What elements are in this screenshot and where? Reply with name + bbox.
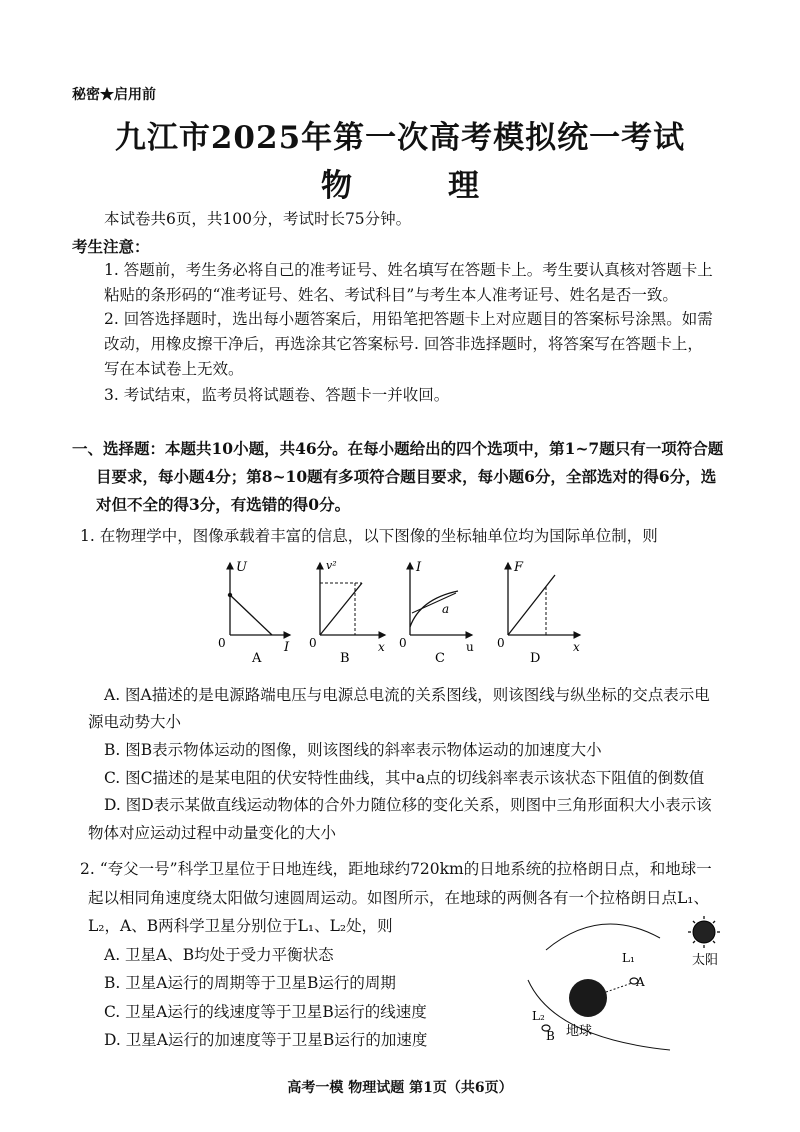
subject-title — [0, 160, 800, 205]
notice-line: 改动，用橡皮擦干净后，再选涂其它答案标号. 回答非选择题时，将答案写在答题卡上， — [104, 335, 703, 353]
graph-c — [399, 560, 474, 666]
l2-label: L₂ — [532, 1009, 545, 1023]
graph-c-origin: 0 — [399, 636, 407, 650]
graph-b-origin: 0 — [309, 636, 317, 650]
notice-line: 2. 回答选择题时，选出每小题答案后，用铅笔把答题卡上对应题目的答案标号涂黑。如需 — [104, 310, 713, 328]
subject-char-2: 理 — [448, 168, 479, 204]
subject-char-1: 物 — [321, 168, 352, 204]
graph-c-ylabel: I — [416, 560, 422, 575]
question-1-option: D. 图D表示某做直线运动物体的合外力随位移的变化关系，则图中三角形面积大小表示该 — [104, 796, 712, 814]
graph-b-ylabel: v² — [326, 559, 337, 572]
graph-b-xlabel: x — [378, 640, 385, 654]
graph-a-origin: 0 — [218, 636, 226, 650]
question-2-option: D. 卫星A运行的加速度等于卫星B运行的加速度 — [104, 1031, 428, 1049]
question-1-option: C. 图C描述的是某电阻的伏安特性曲线，其中a点的切线斜率表示该状态下阻值的倒数值 — [104, 769, 705, 787]
graph-a-caption: A — [252, 651, 262, 666]
notice-line: 写在本试卷上无效。 — [104, 360, 244, 378]
satellite-a-label: A — [636, 975, 645, 989]
notice-line: 粘贴的条形码的“准考证号、姓名、考试科目”与考生本人准考证号、姓名是否一致。 — [104, 286, 678, 304]
section-instructions: 目要求，每小题4分；第8~10题有多项符合题目要求，每小题6分，全部选对的得6分，选 — [96, 467, 717, 486]
graph-d-caption: D — [530, 651, 541, 666]
question-2-figure — [510, 910, 750, 1055]
question-2-stem: 2. “夸父一号”科学卫星位于日地连线，距地球约720km的日地系统的拉格朗日点，和地球一 — [80, 860, 712, 878]
question-2-option: A. 卫星A、B均处于受力平衡状态 — [104, 946, 334, 964]
graph-b-caption: B — [340, 651, 350, 666]
graph-d-origin: 0 — [497, 636, 505, 650]
section-instructions: 本题共10小题，共46分。在每小题给出的四个选项中，第1~7题只有一项符合题 — [165, 439, 724, 458]
graph-b — [309, 559, 385, 666]
sun-icon — [688, 916, 720, 948]
section-heading — [72, 437, 723, 459]
exam-title: 九江市2025年第一次高考模拟统一考试 — [114, 120, 686, 156]
section-instructions: 对但不全的得3分，有选错的得0分。 — [96, 495, 351, 514]
graph-d — [497, 560, 580, 666]
question-1-option: 源电动势大小 — [88, 713, 182, 731]
graph-a-ylabel: U — [236, 560, 247, 575]
satellite-b-label: B — [546, 1029, 555, 1043]
question-1-graphs — [210, 555, 610, 670]
exam-intro: 本试卷共6页，共100分，考试时长75分钟。 — [104, 210, 412, 228]
notice-line: 1. 答题前，考生务必将自己的准考证号、姓名填写在答题卡上。考生要认真核对答题卡上 — [104, 261, 713, 279]
graph-d-xlabel: x — [573, 640, 580, 654]
l1-label: L₁ — [622, 951, 635, 965]
question-2-stem: 起以相同角速度绕太阳做匀速圆周运动。如图所示，在地球的两侧各有一个拉格朗日点L₁、 — [88, 889, 710, 907]
section-heading-label: 一、选择题： — [72, 439, 166, 458]
earth-label: 地球 — [566, 1024, 593, 1039]
page-footer: 高考一模 物理试题 第1页（共6页） — [287, 1080, 513, 1096]
graph-a — [218, 560, 290, 666]
question-1-stem: 1. 在物理学中，图像承载着丰富的信息，以下图像的坐标轴单位均为国际单位制，则 — [80, 527, 658, 545]
confidential-mark: 秘密★启用前 — [72, 87, 156, 103]
graph-c-caption: C — [435, 651, 445, 666]
graph-c-xlabel: u — [466, 640, 474, 654]
question-2-stem: L₂，A、B两科学卫星分别位于L₁、L₂处，则 — [88, 917, 393, 935]
graph-c-point: a — [442, 602, 450, 616]
question-1-option: B. 图B表示物体运动的图像，则该图线的斜率表示物体运动的加速度大小 — [104, 741, 602, 759]
graph-d-ylabel: F — [514, 560, 524, 575]
earth-icon — [569, 979, 607, 1017]
question-1-option: 物体对应运动过程中动量变化的大小 — [88, 824, 337, 842]
question-2-option: B. 卫星A运行的周期等于卫星B运行的周期 — [104, 974, 396, 992]
graph-a-xlabel: I — [284, 640, 290, 655]
notice-line: 3. 考试结束，监考员将试题卷、答题卡一并收回。 — [104, 386, 450, 404]
question-1-option: A. 图A描述的是电源路端电压与电源总电流的关系图线，则该图线与纵坐标的交点表示电 — [104, 686, 710, 704]
notice-label: 考生注意： — [72, 237, 150, 256]
question-2-option: C. 卫星A运行的线速度等于卫星B运行的线速度 — [104, 1003, 427, 1021]
sun-label: 太阳 — [692, 953, 719, 968]
